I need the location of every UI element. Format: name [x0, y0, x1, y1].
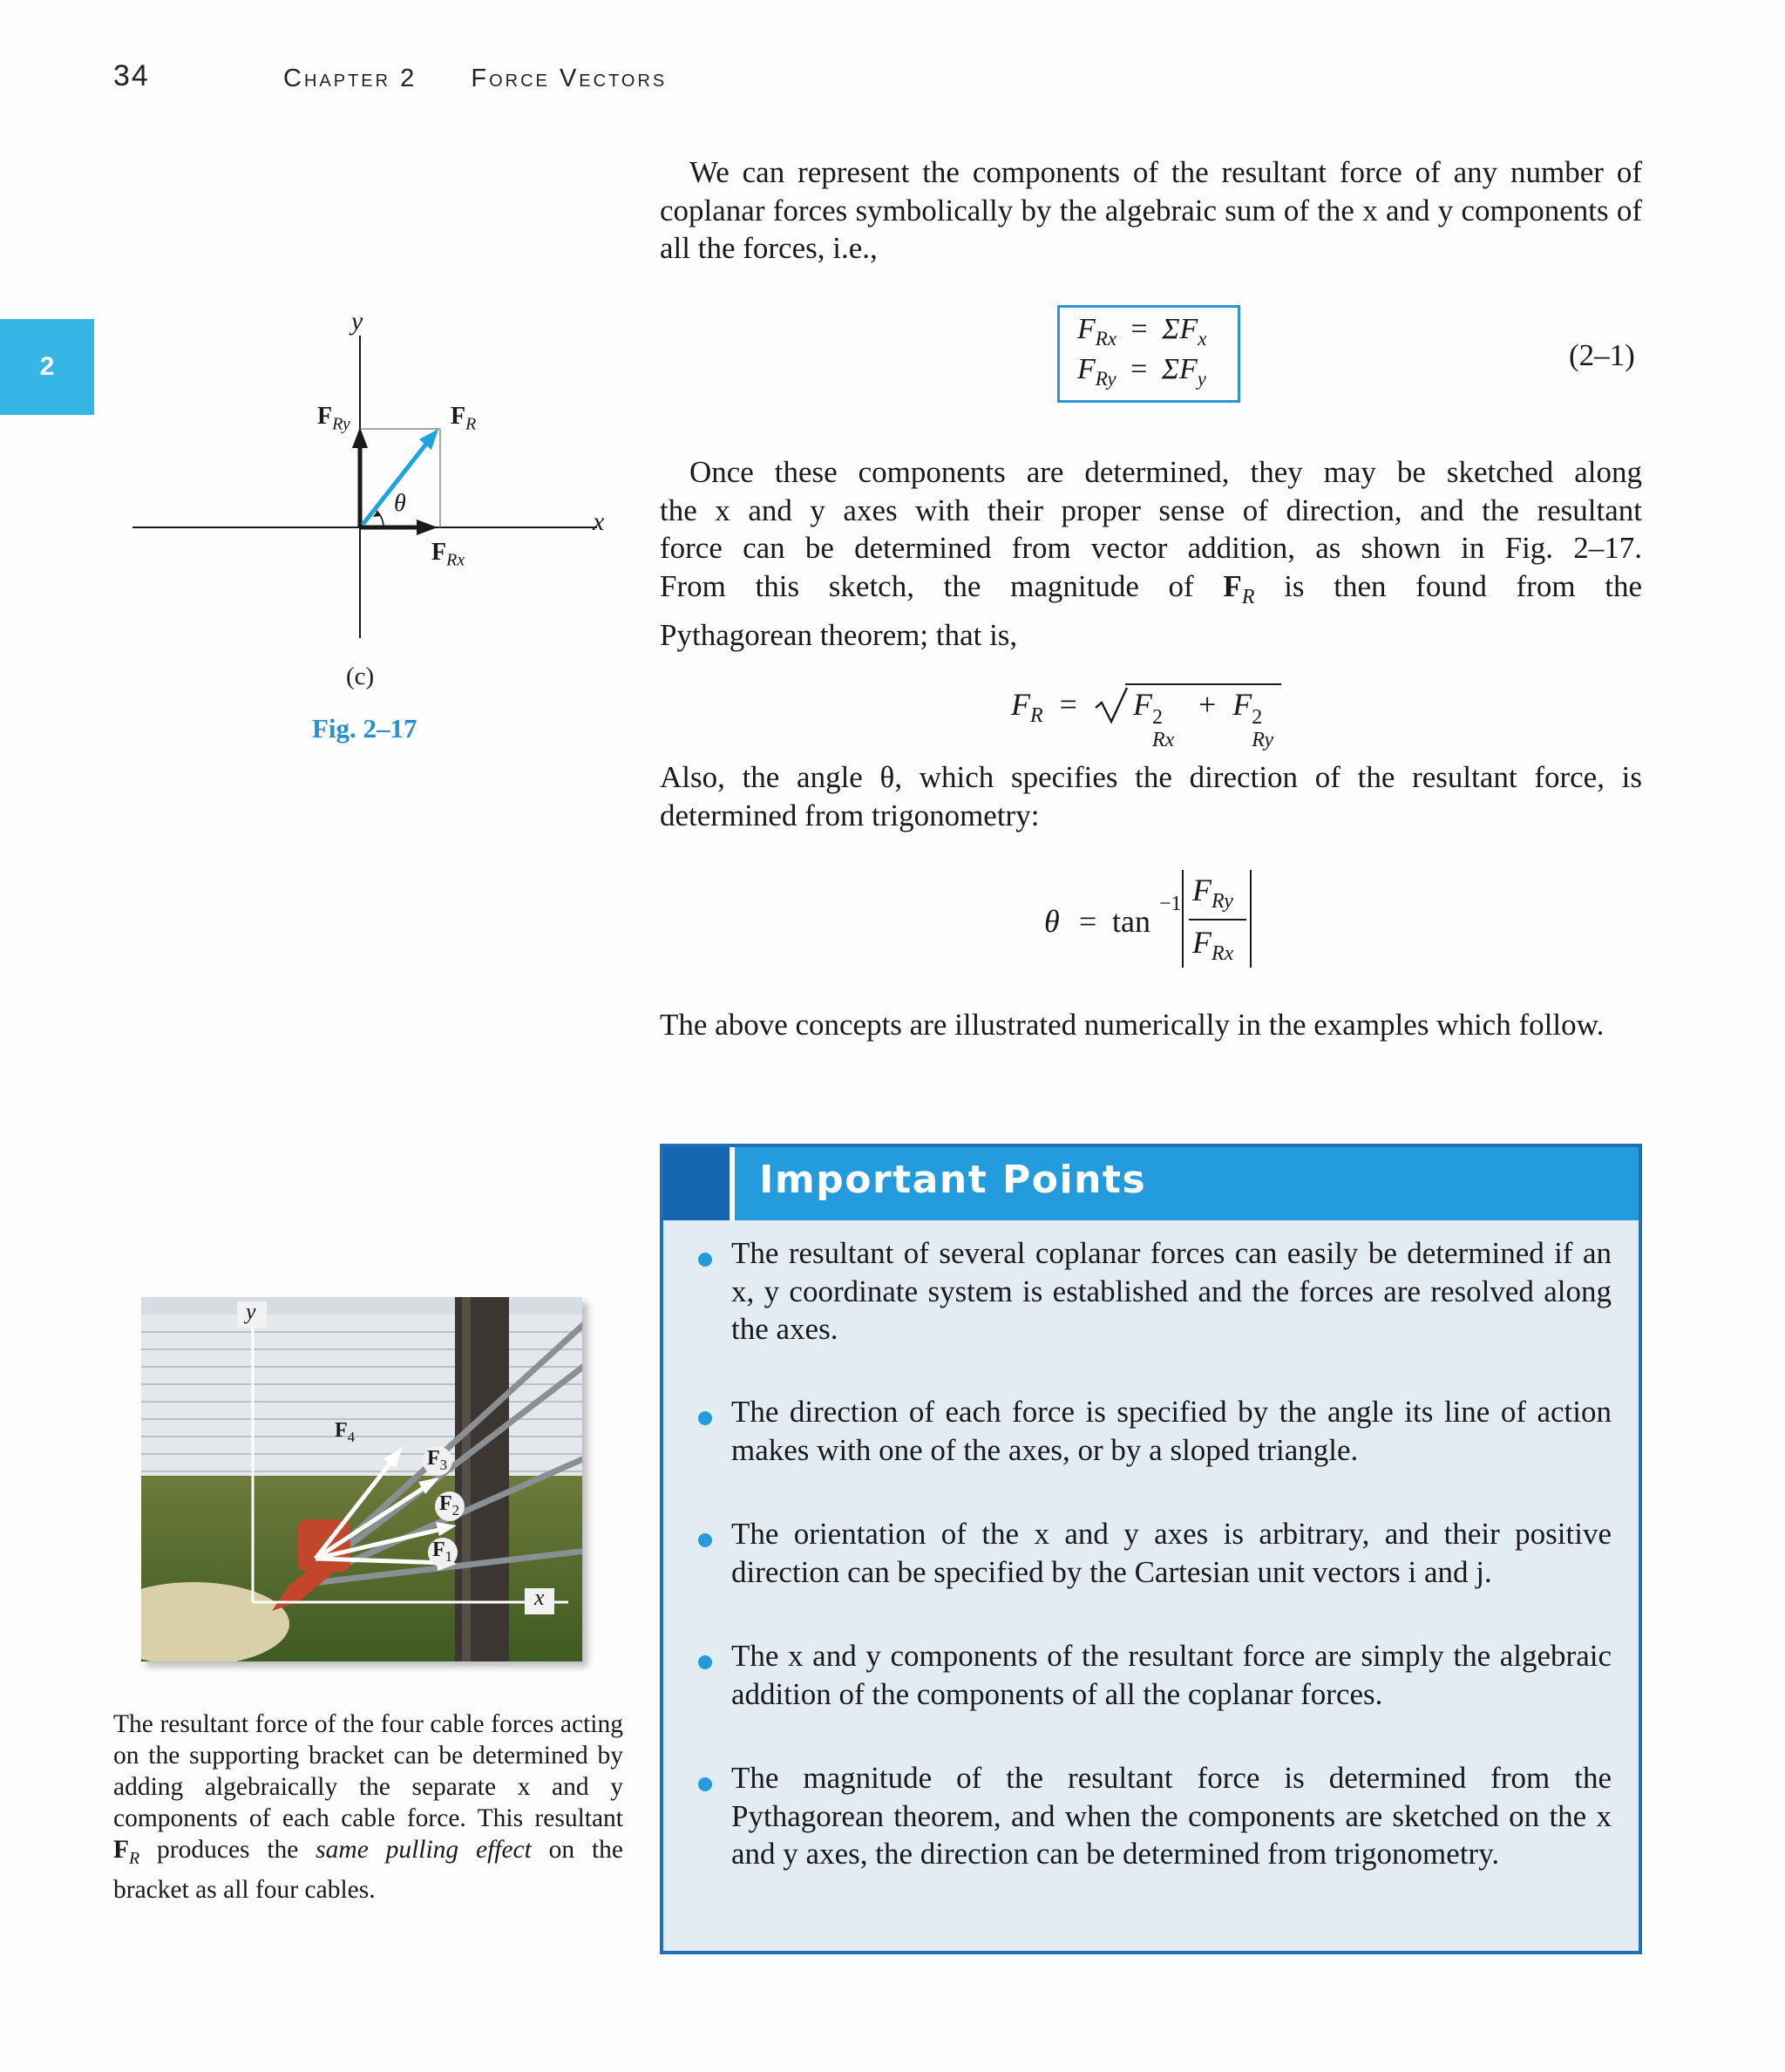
- header-accent: [663, 1147, 730, 1220]
- important-points-title: Important Points: [759, 1158, 1147, 1202]
- bullet-dot-icon: [698, 1533, 712, 1547]
- bullet-dot-icon: [698, 1777, 712, 1791]
- label-fr: $F_R$: [451, 403, 477, 434]
- figure-caption: Fig. 2–17: [312, 713, 417, 744]
- running-head: [283, 65, 667, 93]
- important-points-box: [660, 1144, 1642, 1954]
- radical-icon: [1094, 685, 1129, 724]
- paragraph-2-line-5: Pythagorean theorem; that is,: [660, 618, 1018, 652]
- figure-sublabel: (c): [346, 662, 375, 690]
- important-point-3: The orientation of the x and y axes is arbitrary, and their positive direction can be specified by the Cartesian unit vectors i and j.: [731, 1517, 1612, 1589]
- paragraph-2: [660, 453, 1642, 655]
- axis-x-label: x: [593, 507, 605, 536]
- equation-line-2: $F_{Ry} = \Sigma F_y$: [1077, 353, 1207, 390]
- equation-number: (2–1): [1569, 338, 1635, 372]
- important-point-2: The direction of each force is specified by the angle its line of action makes with one of the axes, or by a sloped triangle.: [731, 1395, 1612, 1467]
- photo-caption: The resultant force of the four cable forces acting on the supporting bracket can be determined by adding algebraically the separate x and y components of each cable force. This resultant $F_R$ produces the same pulling effect on the bracket as all four cables.: [113, 1710, 623, 1904]
- paragraph-2-line-1: Once these components are determined, they may be sketched along: [689, 455, 1642, 489]
- important-point-4: The x and y components of the resultant force are simply the algebraic addition of the components of all the coplanar forces.: [731, 1639, 1612, 1711]
- bullet-dot-icon: [698, 1655, 712, 1669]
- photo-label-f3: $F_3$: [427, 1447, 448, 1473]
- label-theta: θ: [394, 490, 406, 517]
- paragraph-2-line-3: force can be determined from vector addition, as shown in Fig. 2–17.: [660, 531, 1642, 565]
- paragraph-2-line-4: From this sketch, the magnitude of $F_R$ is then found from the: [660, 568, 1643, 608]
- paragraph-3: Also, the angle θ, which specifies the direction of the resultant force, is determined from trigonometry:: [660, 760, 1642, 832]
- paragraph-2-line-2: the x and y axes with their proper sense of direction, and the resultant: [660, 493, 1642, 527]
- bracket-photo: [141, 1297, 582, 1661]
- bullet-dot-icon: [698, 1411, 712, 1425]
- important-point-5: The magnitude of the resultant force is determined from the Pythagorean theorem, and when the components are sketched on the x and y axes, the direction can be determined from trigonometry.: [731, 1761, 1612, 1871]
- bracket-photo-image: [141, 1297, 582, 1661]
- photo-label-f1: $F_1$: [432, 1539, 453, 1565]
- equation-2-1-box: [1057, 305, 1240, 403]
- photo-axis-y-label: y: [246, 1299, 256, 1324]
- equation-line-1: $F_{Rx} = \Sigma F_x$: [1077, 313, 1207, 350]
- header-separator: [730, 1147, 735, 1220]
- magnitude-equation: $F_R = F$ 2 Rx + F 2 Ry: [1011, 685, 1281, 728]
- photo-axis-x-label: x: [534, 1585, 545, 1610]
- important-point-1: The resultant of several coplanar forces can easily be determined if an x, y coordinate system is established and the forces are resolved along the axes.: [731, 1236, 1612, 1346]
- chapter-tab: 2: [0, 319, 94, 415]
- label-fry: $F_{Ry}$: [317, 403, 350, 434]
- photo-label-f4: $F_4$: [335, 1419, 356, 1445]
- paragraph-4: The above concepts are illustrated numerically in the examples which follow.: [660, 1008, 1605, 1042]
- photo-label-f2: $F_2$: [439, 1492, 460, 1518]
- figure-2-17c: [122, 305, 628, 654]
- chapter-label: Chapter 2: [283, 65, 417, 92]
- axis-y-label: y: [351, 307, 363, 336]
- page-number: 34: [113, 59, 150, 92]
- chapter-title: Force Vectors: [471, 65, 668, 92]
- bullet-dot-icon: [698, 1253, 712, 1267]
- figure-diagram: [122, 305, 628, 654]
- label-frx: $F_{Rx}$: [431, 539, 465, 570]
- intro-paragraph: We can represent the components of the resultant force of any number of coplanar forces symbolically by the algebraic sum of the x and y components of all the forces, i.e.,: [660, 155, 1642, 265]
